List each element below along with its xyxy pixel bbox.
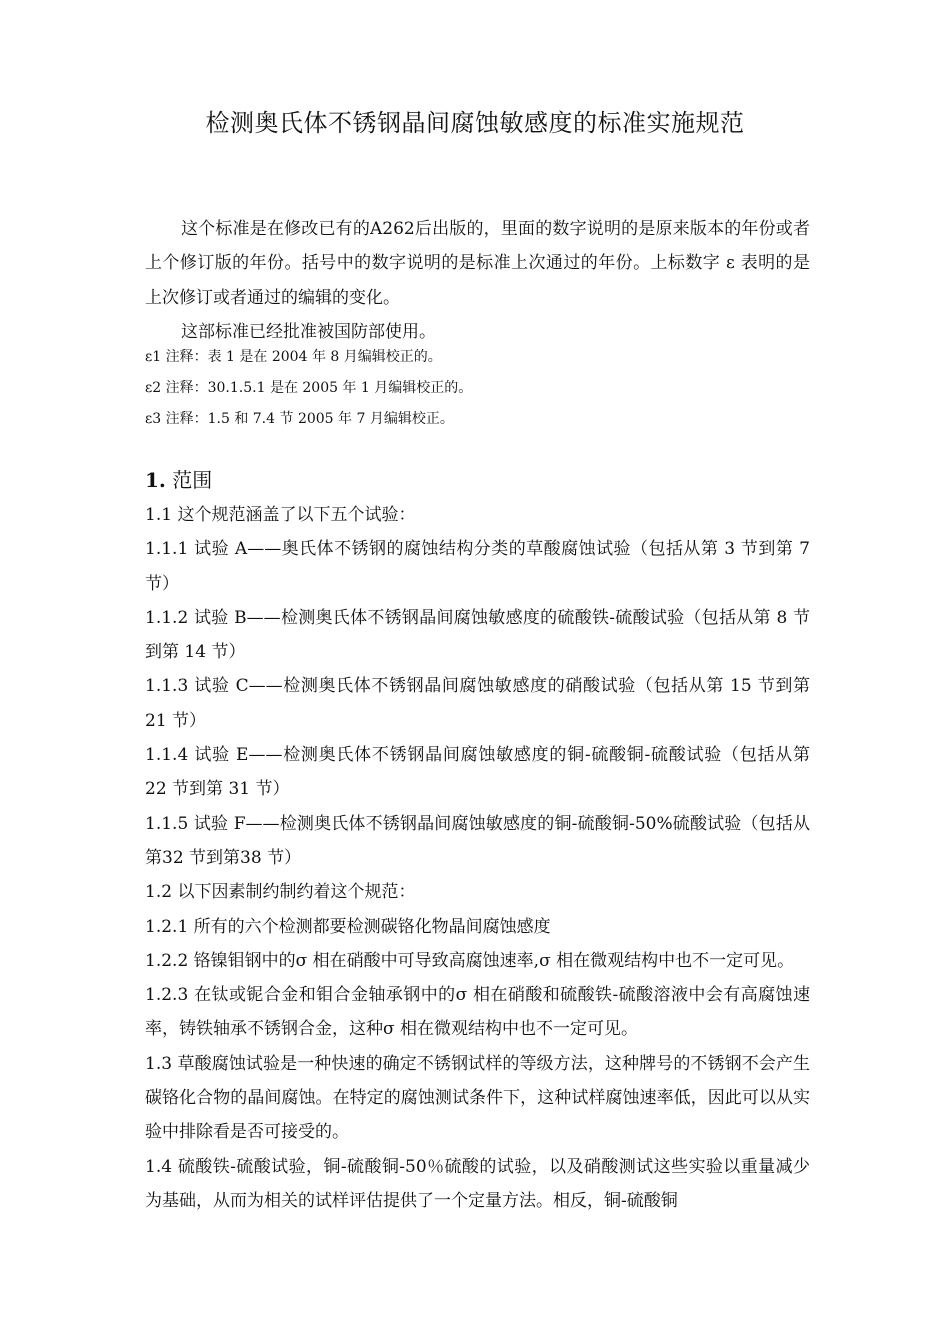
paragraph: 1.2.2 铬镍钼钢中的σ 相在硝酸中可导致高腐蚀速率,σ 相在微观结构中也不一定可见。 bbox=[145, 950, 795, 971]
paragraph: 1.1.3 试验 C——检测奥氏体不锈钢晶间腐蚀敏感度的硝酸试验（包括从第 15 节到第 21 节） bbox=[145, 676, 810, 731]
section-number: 1. bbox=[145, 468, 166, 492]
editorial-note: ε1 注释：表 1 是在 2004 年 8 月编辑校正的。 bbox=[145, 349, 442, 365]
paragraph: 1.2.1 所有的六个检测都要检测碳铬化物晶间腐蚀感度 bbox=[145, 916, 551, 937]
section-heading-scope bbox=[145, 465, 212, 495]
paragraph: 1.4 硫酸铁-硫酸试验，铜-硫酸铜-50％硫酸的试验，以及硝酸测试这些实验以重量减少为基础，从而为相关的试样评估提供了一个定量方法。相反，铜-硫酸铜 bbox=[145, 1156, 810, 1211]
intro-paragraph-2: 这部标准已经批准被国防部使用。 bbox=[181, 321, 436, 342]
paragraph: 1.3 草酸腐蚀试验是一种快速的确定不锈钢试样的等级方法，这种牌号的不锈钢不会产生碳铬化合物的晶间腐蚀。在特定的腐蚀测试条件下，这种试样腐蚀速率低，因此可以从实验中排除看是否可接受的。 bbox=[145, 1053, 810, 1143]
paragraph: 1.2 以下因素制约制约着这个规范： bbox=[145, 882, 416, 903]
paragraph: 1.1.1 试验 A——奥氏体不锈钢的腐蚀结构分类的草酸腐蚀试验（包括从第 3 节到第 7 节） bbox=[145, 539, 810, 594]
paragraph: 1.2.3 在钛或铌合金和钼合金轴承钢中的σ 相在硝酸和硫酸铁-硫酸溶液中会有高腐蚀速率，铸铁轴承不锈钢合金，这种σ 相在微观结构中也不一定可见。 bbox=[145, 985, 810, 1040]
section-title: 范围 bbox=[172, 468, 213, 492]
paragraph: 1.1.2 试验 B——检测奥氏体不锈钢晶间腐蚀敏感度的硫酸铁-硫酸试验（包括从第 8 节到第 14 节） bbox=[145, 607, 810, 663]
editorial-notes bbox=[145, 342, 810, 435]
document-title: 检测奥氏体不锈钢晶间腐蚀敏感度的标准实施规范 bbox=[205, 109, 745, 137]
paragraph: 1.1.4 试验 E——检测奥氏体不锈钢晶间腐蚀敏感度的铜-硫酸铜-硫酸试验（包括从第 22 节到第 31 节） bbox=[145, 745, 810, 800]
editorial-note: ε2 注释：30.1.5.1 是在 2005 年 1 月编辑校正的。 bbox=[145, 380, 473, 396]
intro-block bbox=[145, 212, 810, 349]
scope-content bbox=[145, 498, 810, 1218]
intro-paragraph-1: 这个标准是在修改已有的A262后出版的，里面的数字说明的是原来版本的年份或者上个修订版的年份。括号中的数字说明的是标准上次通过的年份。上标数字 ε 表明的是上次修订或者通过的编辑的变化。 bbox=[145, 219, 810, 308]
paragraph: 1.1 这个规范涵盖了以下五个试验： bbox=[145, 505, 416, 525]
editorial-note: ε3 注释：1.5 和 7.4 节 2005 年 7 月编辑校正。 bbox=[145, 411, 454, 427]
paragraph: 1.1.5 试验 F——检测奥氏体不锈钢晶间腐蚀敏感度的铜-硫酸铜-50%硫酸试验（包括从第32 节到第38 节） bbox=[145, 813, 810, 868]
